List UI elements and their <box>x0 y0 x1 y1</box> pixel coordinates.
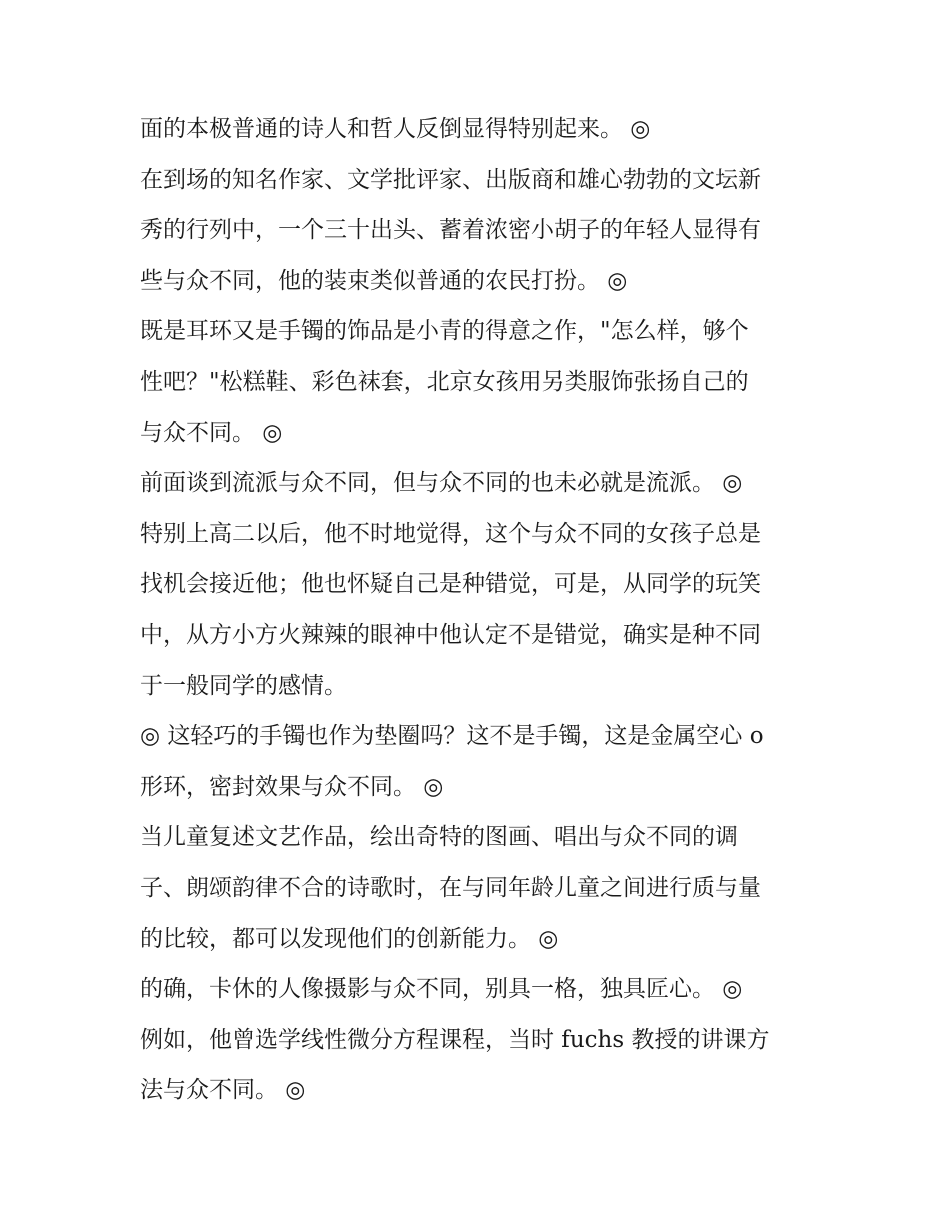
text-line: 形环，密封效果与众不同。 ◎ <box>140 773 444 800</box>
text-line: 子、朗颂韵律不合的诗歌时，在与同年龄儿童之间进行质与量 <box>140 874 761 901</box>
text-line: 性吧？"松糕鞋、彩色袜套，北京女孩用另类服饰张扬自己的 <box>140 368 749 395</box>
paragraph-8 <box>140 964 812 1015</box>
text-line: 既是耳环又是手镯的饰品是小青的得意之作，"怎么样，够个 <box>140 318 749 345</box>
text-line: 例如，他曾选学线性微分方程课程，当时 fuchs 教授的讲课方 <box>140 1026 770 1053</box>
text-line: 些与众不同，他的装束类似普通的农民打扮。 ◎ <box>140 267 628 294</box>
document-body <box>140 104 812 1116</box>
paragraph-2 <box>140 155 812 307</box>
paragraph-9 <box>140 1015 812 1116</box>
text-line: 于一般同学的感情。 <box>140 672 347 699</box>
paragraph-5 <box>140 509 812 711</box>
paragraph-1 <box>140 104 812 155</box>
paragraph-6 <box>140 711 812 812</box>
text-line: 的比较，都可以发现他们的创新能力。 ◎ <box>140 925 559 952</box>
text-line: ◎ 这轻巧的手镯也作为垫圈吗？这不是手镯，这是金属空心 o <box>140 723 764 750</box>
text-line: 前面谈到流派与众不同，但与众不同的也未必就是流派。 ◎ <box>140 470 743 497</box>
text-line: 当儿童复述文艺作品，绘出奇特的图画、唱出与众不同的调 <box>140 824 738 851</box>
text-line: 面的本极普通的诗人和哲人反倒显得特别起来。 ◎ <box>140 116 651 142</box>
text-line: 在到场的知名作家、文学批评家、出版商和雄心勃勃的文坛新 <box>140 166 761 193</box>
text-line: 找机会接近他；他也怀疑自己是种错觉，可是，从同学的玩笑 <box>140 571 761 598</box>
text-line: 法与众不同。 ◎ <box>140 1077 306 1104</box>
paragraph-4 <box>140 458 812 509</box>
text-line: 特别上高二以后，他不时地觉得，这个与众不同的女孩子总是 <box>140 520 761 547</box>
text-line: 秀的行列中，一个三十出头、蓄着浓密小胡子的年轻人显得有 <box>140 217 761 244</box>
paragraph-3 <box>140 306 812 458</box>
text-line: 与众不同。 ◎ <box>140 419 283 446</box>
text-line: 的确，卡休的人像摄影与众不同，别具一格，独具匠心。 ◎ <box>140 976 743 1003</box>
paragraph-7 <box>140 812 812 964</box>
text-line: 中，从方小方火辣辣的眼神中他认定不是错觉，确实是种不同 <box>140 621 761 648</box>
